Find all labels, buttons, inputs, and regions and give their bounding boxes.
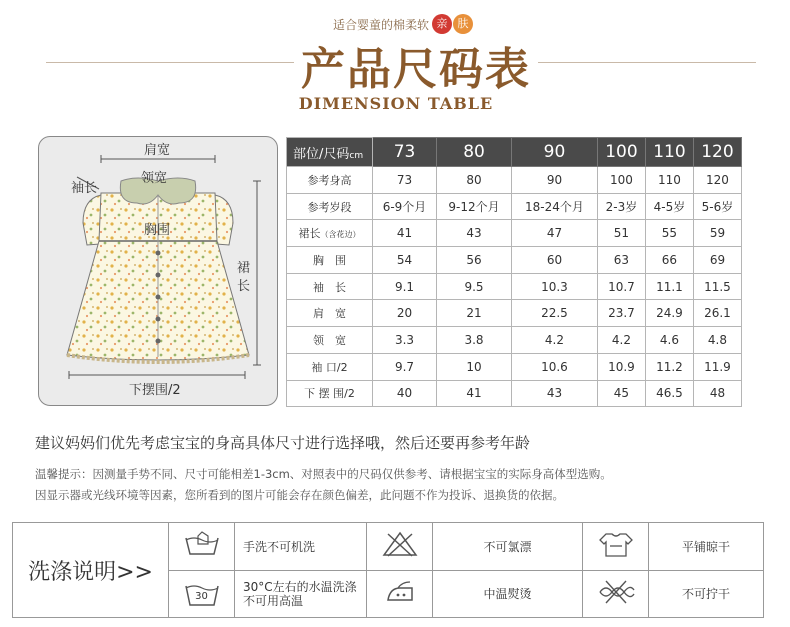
care-row-1 (13, 523, 764, 571)
size-cell: 43 (437, 220, 512, 247)
temp-text-line-1: 30°C左右的水温洗涤 (243, 579, 357, 594)
size-cell: 120 (693, 167, 741, 194)
size-cell: 9.7 (373, 353, 437, 380)
row-label (287, 273, 373, 300)
size-table-row (287, 353, 742, 380)
header-rule-left (46, 62, 294, 63)
size-table-row (287, 327, 742, 354)
temp-text (235, 570, 367, 618)
size-cell: 41 (437, 380, 512, 407)
size-cell: 110 (645, 167, 693, 194)
size-header: 100 (597, 138, 645, 167)
size-cell: 18-24个月 (512, 193, 598, 220)
row-label-text: 肩 宽 (313, 307, 346, 321)
size-cell: 40 (373, 380, 437, 407)
row-label-text: 参考岁段 (307, 200, 352, 214)
size-cell: 4-5岁 (645, 193, 693, 220)
advice-text: 建议妈妈们优先考虑宝宝的身高具体尺寸进行选择哦，然后还要再参考年龄 (35, 434, 531, 452)
size-cell: 9.5 (437, 273, 512, 300)
flat-dry-text: 平铺晾干 (649, 523, 764, 571)
size-cell: 43 (512, 380, 598, 407)
size-cell: 47 (512, 220, 598, 247)
row-label (287, 247, 373, 274)
size-cell: 60 (512, 247, 598, 274)
size-header: 80 (437, 138, 512, 167)
size-cell: 4.6 (645, 327, 693, 354)
size-cell: 11.9 (693, 353, 741, 380)
size-cell: 80 (437, 167, 512, 194)
size-header: 110 (645, 138, 693, 167)
size-cell: 3.3 (373, 327, 437, 354)
iron-text: 中温熨烫 (433, 570, 583, 618)
row-label (287, 327, 373, 354)
row-label-note: （含花边） (320, 230, 361, 240)
badge-skin-1: 亲 (432, 14, 452, 34)
label-length-2: 长 (237, 279, 251, 294)
label-shoulder: 肩宽 (144, 143, 171, 158)
size-cell: 22.5 (512, 300, 598, 327)
size-cell: 45 (597, 380, 645, 407)
row-label (287, 193, 373, 220)
iron-icon (367, 570, 433, 618)
size-table-row (287, 193, 742, 220)
size-cell: 24.9 (645, 300, 693, 327)
label-sleeve: 袖长 (71, 181, 98, 196)
row-label-text: 胸 围 (313, 253, 346, 267)
size-table-header (287, 138, 742, 167)
no-wring-text: 不可拧干 (649, 570, 764, 618)
size-table-row (287, 247, 742, 274)
dress-diagram (38, 136, 278, 406)
size-cell: 59 (693, 220, 741, 247)
row-label-text: 袖 长 (313, 280, 346, 294)
label-chest: 胸围 (144, 223, 171, 238)
size-cell: 55 (645, 220, 693, 247)
page-subtitle: DIMENSION TABLE (298, 94, 494, 113)
size-table-row (287, 300, 742, 327)
size-cell: 100 (597, 167, 645, 194)
size-header: 120 (693, 138, 741, 167)
wash-temp-label: 30 (195, 590, 208, 602)
tip-text-1: 温馨提示：因测量手势不同、尺寸可能相差1-3cm、对照表中的尺码仅供参考、请根据宝宝的实际身高体型选购。 (35, 467, 612, 481)
size-cell: 21 (437, 300, 512, 327)
size-cell: 51 (597, 220, 645, 247)
flat-dry-icon (583, 523, 649, 571)
size-cell: 4.2 (597, 327, 645, 354)
size-header: 90 (512, 138, 598, 167)
size-cell: 10.3 (512, 273, 598, 300)
size-cell: 46.5 (645, 380, 693, 407)
size-cell: 10.7 (597, 273, 645, 300)
size-cell: 10 (437, 353, 512, 380)
badge-skin-2: 肤 (453, 14, 473, 34)
size-cell: 4.8 (693, 327, 741, 354)
page-title: 产品尺码表 (301, 44, 531, 95)
size-cell: 10.6 (512, 353, 598, 380)
size-table-corner (287, 138, 373, 167)
size-cell: 11.1 (645, 273, 693, 300)
tagline (333, 14, 473, 34)
row-label-text: 参考身高 (307, 173, 352, 187)
size-table-row (287, 167, 742, 194)
row-label-text: 裙长 (298, 227, 321, 241)
row-label (287, 167, 373, 194)
size-cell: 5-6岁 (693, 193, 741, 220)
size-cell: 54 (373, 247, 437, 274)
size-cell: 6-9个月 (373, 193, 437, 220)
wash-30-icon (169, 570, 235, 618)
size-cell: 41 (373, 220, 437, 247)
no-bleach-icon (367, 523, 433, 571)
tagline-text: 适合婴童的棉柔软 (333, 17, 430, 32)
size-cell: 20 (373, 300, 437, 327)
corner-label: 部位/尺码 (293, 146, 350, 162)
row-label-text: 袖 口/2 (311, 360, 348, 374)
size-cell: 11.5 (693, 273, 741, 300)
corner-unit: cm (349, 150, 364, 161)
size-cell: 66 (645, 247, 693, 274)
row-label (287, 380, 373, 407)
no-wring-icon (583, 570, 649, 618)
size-cell: 10.9 (597, 353, 645, 380)
row-label (287, 353, 373, 380)
size-cell: 73 (373, 167, 437, 194)
size-table (286, 137, 742, 407)
size-cell: 4.2 (512, 327, 598, 354)
size-cell: 2-3岁 (597, 193, 645, 220)
size-cell: 26.1 (693, 300, 741, 327)
size-table-row (287, 220, 742, 247)
size-cell: 9-12个月 (437, 193, 512, 220)
row-label (287, 220, 373, 247)
row-label-text: 下 摆 围/2 (304, 387, 355, 401)
row-label-text: 领 宽 (313, 333, 346, 347)
size-cell: 48 (693, 380, 741, 407)
care-table (12, 522, 764, 618)
care-title: 洗涤说明>> (13, 523, 169, 618)
size-cell: 11.2 (645, 353, 693, 380)
no-bleach-text: 不可氯漂 (433, 523, 583, 571)
hand-wash-text: 手洗不可机洗 (235, 523, 367, 571)
header-rule-right (538, 62, 756, 63)
size-cell: 90 (512, 167, 598, 194)
temp-text-line-2: 不可用高温 (243, 593, 304, 608)
size-cell: 9.1 (373, 273, 437, 300)
size-cell: 69 (693, 247, 741, 274)
hand-wash-icon (169, 523, 235, 571)
size-cell: 56 (437, 247, 512, 274)
size-header: 73 (373, 138, 437, 167)
label-hem: 下摆围/2 (129, 383, 181, 398)
size-cell: 3.8 (437, 327, 512, 354)
label-length-1: 裙 (237, 261, 251, 276)
size-cell: 63 (597, 247, 645, 274)
label-collar: 领宽 (141, 171, 168, 186)
tip-text-2: 因显示器或光线环境等因素，您所看到的图片可能会存在颜色偏差，此问题不作为投诉、退换货的依据。 (35, 488, 564, 502)
row-label (287, 300, 373, 327)
size-table-row (287, 273, 742, 300)
size-cell: 23.7 (597, 300, 645, 327)
size-table-row (287, 380, 742, 407)
